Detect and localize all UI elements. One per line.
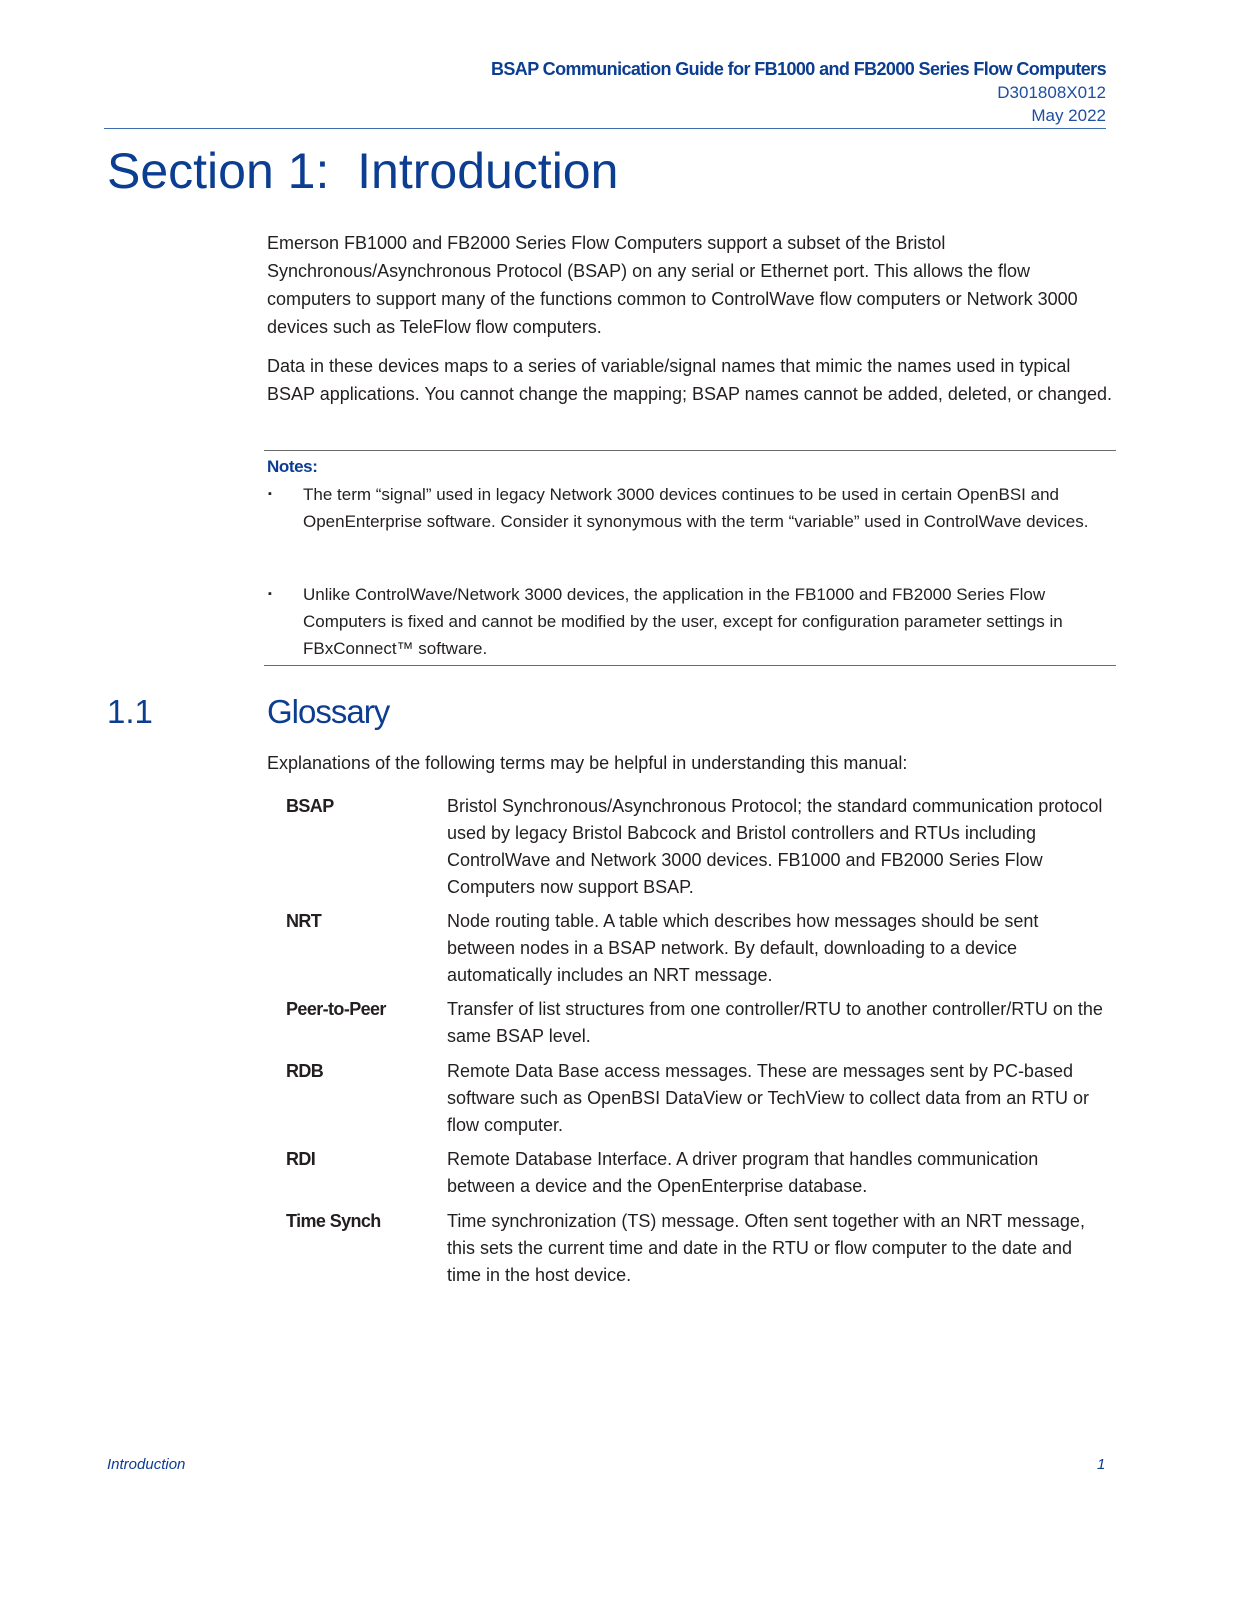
- notes-box: [264, 450, 1116, 666]
- intro-text: [267, 229, 1112, 408]
- footer-section-name: Introduction: [107, 1456, 186, 1473]
- header-divider: [104, 128, 1106, 129]
- note-text: Unlike ControlWave/Network 3000 devices, the application in the FB1000 and FB2000 Series Flow Computers is fixed and cannot be modified by the user, except for configuration parameter settings in FBxConnect™ software.: [303, 585, 1063, 658]
- note-text: The term “signal” used in legacy Network 3000 devices continues to be used in certain OpenBSI and OpenEnterprise software. Consider it synonymous with the term “variable” used in ControlWave devices.: [303, 485, 1089, 531]
- glossary-definition: Transfer of list structures from one controller/RTU to another controller/RTU on the same BSAP level.: [447, 999, 1103, 1046]
- glossary-term: NRT: [286, 911, 322, 931]
- glossary-intro-text: Explanations of the following terms may be helpful in understanding this manual:: [267, 753, 908, 773]
- section-title: Section 1: Introduction: [107, 143, 619, 199]
- bullet-icon: ▪: [268, 488, 272, 500]
- subsection-title: Glossary: [267, 693, 390, 730]
- glossary-term: BSAP: [286, 796, 334, 816]
- glossary-intro: [267, 749, 1112, 777]
- notes-label: Notes:: [267, 457, 318, 476]
- intro-paragraph: Data in these devices maps to a series of variable/signal names that mimic the names used in typical BSAP applications. You cannot change the mapping; BSAP names cannot be added, deleted, or changed.: [267, 356, 1112, 404]
- bullet-icon: ▪: [268, 588, 272, 600]
- glossary-term: RDI: [286, 1149, 316, 1169]
- glossary-definition: Node routing table. A table which describes how messages should be sent between nodes in a BSAP network. By default, downloading to a device automatically includes an NRT message.: [447, 911, 1039, 985]
- document-title: BSAP Communication Guide for FB1000 and FB2000 Series Flow Computers: [490, 59, 1106, 79]
- glossary-definition: Time synchronization (TS) message. Often sent together with an NRT message, this sets the current time and date in the RTU or flow computer to the date and time in the host device.: [447, 1211, 1085, 1285]
- document-date: May 2022: [1031, 106, 1106, 125]
- glossary-term: RDB: [286, 1061, 324, 1081]
- glossary-term: Peer-to-Peer: [286, 999, 386, 1019]
- document-number: D301808X012: [997, 83, 1106, 102]
- glossary-definition: Remote Data Base access messages. These are messages sent by PC-based software such as OpenBSI DataView or TechView to collect data from an RTU or flow computer.: [447, 1061, 1089, 1135]
- intro-paragraph: Emerson FB1000 and FB2000 Series Flow Computers support a subset of the Bristol Synchronous/Asynchronous Protocol (BSAP) on any serial or Ethernet port. This allows the flow computers to support many of the functions common to ControlWave flow computers or Network 3000 devices such as TeleFlow flow computers.: [267, 233, 1078, 337]
- glossary-term: Time Synch: [286, 1211, 381, 1231]
- glossary-definition: Remote Database Interface. A driver program that handles communication between a device and the OpenEnterprise database.: [447, 1149, 1039, 1196]
- subsection-number: 1.1: [107, 693, 153, 730]
- glossary-definition: Bristol Synchronous/Asynchronous Protocol; the standard communication protocol used by legacy Bristol Babcock and Bristol controllers and RTUs including ControlWave and Network 3000 devices. FB1000 and FB2000 Series Flow Computers now support BSAP.: [447, 796, 1103, 897]
- page-number: 1: [1097, 1456, 1106, 1473]
- running-header: [491, 57, 1106, 127]
